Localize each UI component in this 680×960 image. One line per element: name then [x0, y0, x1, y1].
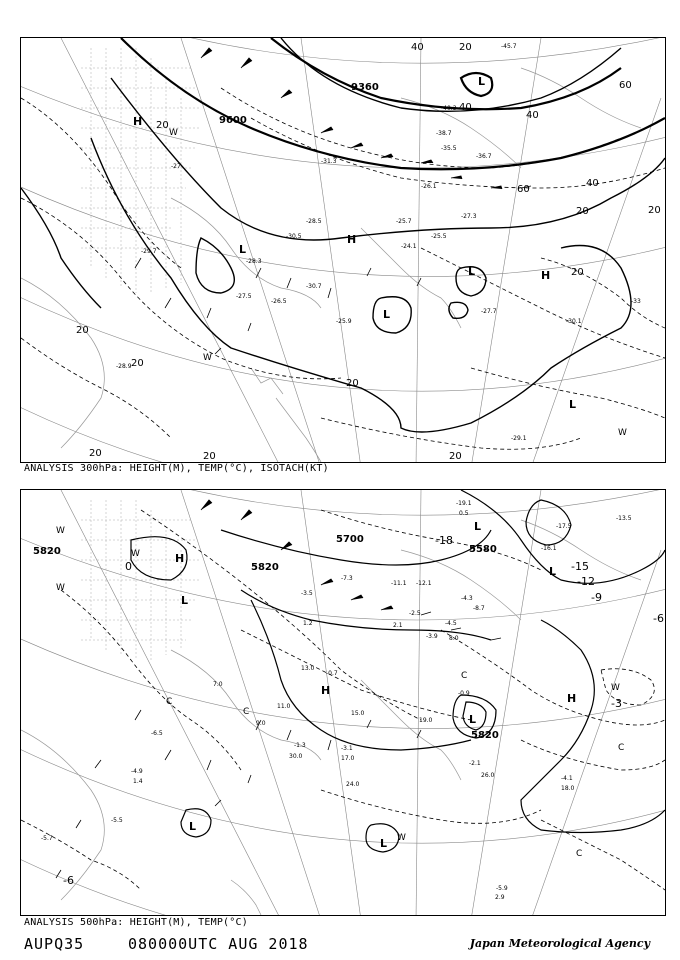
dewpoint-sample: 18.0	[561, 785, 575, 792]
dewpoint-sample: 19.0	[419, 717, 433, 724]
high-center: H	[175, 552, 185, 565]
low-center: L	[549, 565, 557, 578]
temp-sample: -45.7	[501, 43, 517, 50]
isotherms	[21, 88, 665, 449]
high-center: H	[541, 269, 551, 282]
temp-sample: -27.3	[461, 213, 477, 220]
wind-marks	[169, 128, 627, 438]
temp-sample: -38.7	[436, 130, 452, 137]
temp-sample: -5.7	[41, 835, 53, 842]
temp-sample: -27	[171, 163, 181, 170]
temp-sample: -33	[631, 298, 641, 305]
dewpoint-sample: 7.0	[213, 681, 223, 688]
temp-sample: -30.5	[286, 233, 302, 240]
temp-sample: -7.3	[341, 575, 353, 582]
map-500hpa-canvas	[21, 490, 665, 915]
low-center: L	[569, 398, 577, 411]
temp-contour-label: -6	[653, 612, 664, 625]
cold-mark: C	[618, 743, 625, 753]
height-label: 5820	[33, 546, 61, 557]
warm-mark: W	[611, 683, 620, 693]
temp-contour-label: -6	[63, 874, 74, 887]
temp-sample: -2.1	[469, 760, 481, 767]
temp-sample: -35.5	[441, 145, 457, 152]
wind-mark: W	[618, 428, 627, 438]
valid-time: 080000UTC AUG 2018	[128, 935, 309, 953]
temp-sample: -5.9	[496, 885, 508, 892]
map-500hpa	[20, 489, 666, 916]
wind-mark: W	[169, 128, 178, 138]
isotach-label: 20	[346, 378, 359, 389]
temp-sample: -3.9	[426, 633, 438, 640]
temp-sample: -26.5	[271, 298, 287, 305]
caption-300hpa: ANALYSIS 300hPa: HEIGHT(M), TEMP(°C), ISOTACH(KT)	[24, 463, 329, 474]
isotach-label: 40	[526, 110, 539, 121]
low-center: L	[189, 820, 197, 833]
wind-mark: W	[203, 353, 212, 363]
high-center: H	[321, 684, 331, 697]
dewpoint-sample: 26.0	[481, 772, 495, 779]
isotach-label: 20	[648, 205, 661, 216]
dewpoint-sample: 13.0	[301, 665, 315, 672]
temp-sample: -31.3	[321, 158, 337, 165]
caption-500hpa: ANALYSIS 500hPa: HEIGHT(M), TEMP(°C)	[24, 917, 248, 928]
temp-contour-label: -3	[611, 697, 622, 710]
temp-sample: -1.3	[294, 742, 306, 749]
low-center: L	[478, 75, 486, 88]
isotach-label: 20	[203, 451, 216, 462]
temp-contour-label: -9	[591, 591, 602, 604]
cold-mark: C	[243, 707, 250, 717]
dewpoint-sample: 15.0	[351, 710, 365, 717]
wind-barbs	[135, 48, 531, 354]
temp-sample: -26.1	[421, 183, 437, 190]
dewpoint-sample: 8.0	[449, 635, 459, 642]
dewpoint-sample: 1.2	[303, 620, 313, 627]
height-contours	[131, 490, 665, 852]
isotach-label: 20	[156, 120, 169, 131]
temp-contour-label: -18	[435, 534, 453, 547]
low-center: L	[181, 594, 189, 607]
temp-sample: -29.1	[511, 435, 527, 442]
temp-sample: -8.7	[473, 605, 485, 612]
temp-sample: -30.1	[566, 318, 582, 325]
warm-mark: W	[397, 833, 406, 843]
temp-sample: -36.7	[476, 153, 492, 160]
dewpoint-sample: 17.0	[341, 755, 355, 762]
hatch-area	[81, 500, 201, 660]
temp-sample: -25.9	[336, 318, 352, 325]
isotach-label: 20	[449, 451, 462, 462]
temp-sample: -2.5	[409, 610, 421, 617]
high-center: H	[133, 115, 143, 128]
isotachs	[21, 38, 665, 432]
jet-axis	[121, 38, 665, 169]
isotach-label: 20	[459, 42, 472, 53]
height-label: 5820	[251, 562, 279, 573]
temp-sample: -24.1	[401, 243, 417, 250]
cold-mark: C	[166, 697, 173, 707]
high-center: H	[347, 233, 357, 246]
isotach-label: 20	[76, 325, 89, 336]
dewpoint-samples	[133, 510, 575, 901]
temp-contour-label: -15	[571, 560, 589, 573]
temp-sample: -4.3	[461, 595, 473, 602]
temp-sample: -12.1	[416, 580, 432, 587]
map-300hpa-canvas	[21, 38, 665, 462]
low-center: L	[474, 520, 482, 533]
low-center: L	[380, 837, 388, 850]
temp-sample: -16.1	[541, 545, 557, 552]
isotach-label: 20	[89, 448, 102, 459]
cold-mark: C	[576, 849, 583, 859]
dewpoint-sample: 24.0	[346, 781, 360, 788]
warm-mark: W	[56, 526, 65, 536]
agency-name: Japan Meteorological Agency	[469, 937, 650, 950]
height-label: 5700	[336, 534, 364, 545]
temp-sample: -0.7	[326, 670, 338, 677]
height-label: 9600	[219, 115, 247, 126]
temp-sample: -4.1	[561, 775, 573, 782]
temp-sample: -17.5	[556, 523, 572, 530]
low-center: L	[468, 265, 476, 278]
warm-mark: W	[131, 549, 140, 559]
isotach-label: 20	[131, 358, 144, 369]
height-label: 5580	[469, 544, 497, 555]
isotach-label: 40	[459, 102, 472, 113]
temp-sample: -4.9	[131, 768, 143, 775]
temp-sample: -27.7	[481, 308, 497, 315]
temp-sample: -40.3	[441, 105, 457, 112]
height-label: 9360	[351, 82, 379, 93]
dewpoint-sample: 30.0	[289, 753, 303, 760]
temp-sample: -13.5	[616, 515, 632, 522]
temp-sample: -28.5	[306, 218, 322, 225]
temp-sample: -29.7	[141, 248, 157, 255]
temp-sample: -25.7	[396, 218, 412, 225]
temp-sample: -30.7	[306, 283, 322, 290]
isotach-label: 20	[571, 267, 584, 278]
temp-sample: -11.1	[391, 580, 407, 587]
warm-mark: W	[56, 583, 65, 593]
temp-sample: -6.5	[151, 730, 163, 737]
isotach-label: 20	[576, 206, 589, 217]
isotach-label: 60	[619, 80, 632, 91]
dewpoint-sample: 2.1	[393, 622, 403, 629]
temp-sample: -19.1	[456, 500, 472, 507]
temp-sample: -5.5	[111, 817, 123, 824]
cold-mark: C	[461, 671, 468, 681]
dewpoint-sample: 11.0	[277, 703, 291, 710]
temp-sample: -3.1	[341, 745, 353, 752]
wind-barbs	[56, 500, 501, 878]
temp-sample: -0.9	[458, 690, 470, 697]
dewpoint-sample: 0.5	[459, 510, 469, 517]
map-300hpa	[20, 37, 666, 463]
isotach-label: 40	[586, 178, 599, 189]
low-center: L	[469, 713, 477, 726]
temp-sample: -4.5	[445, 620, 457, 627]
low-center: L	[239, 243, 247, 256]
pressure-centers	[175, 520, 576, 850]
temp-sample: -27.5	[236, 293, 252, 300]
temp-sample: -28.3	[246, 258, 262, 265]
dewpoint-sample: 2.9	[495, 894, 505, 901]
high-center: H	[567, 692, 577, 705]
height-labels	[219, 82, 379, 126]
dewpoint-sample: 1.4	[133, 778, 143, 785]
temp-contour-label: 0	[125, 560, 132, 573]
temp-sample: -28.9	[116, 363, 132, 370]
temp-contour-label: -12	[577, 575, 595, 588]
dewpoint-sample: 9.0	[256, 720, 266, 727]
height-label: 5820	[471, 730, 499, 741]
low-center: L	[383, 308, 391, 321]
temp-samples	[116, 43, 641, 442]
isotach-label: 40	[411, 42, 424, 53]
chart-code: AUPQ35	[24, 935, 85, 953]
temp-sample: -3.5	[301, 590, 313, 597]
temp-sample: -25.5	[431, 233, 447, 240]
isotach-label: 60	[517, 184, 530, 195]
